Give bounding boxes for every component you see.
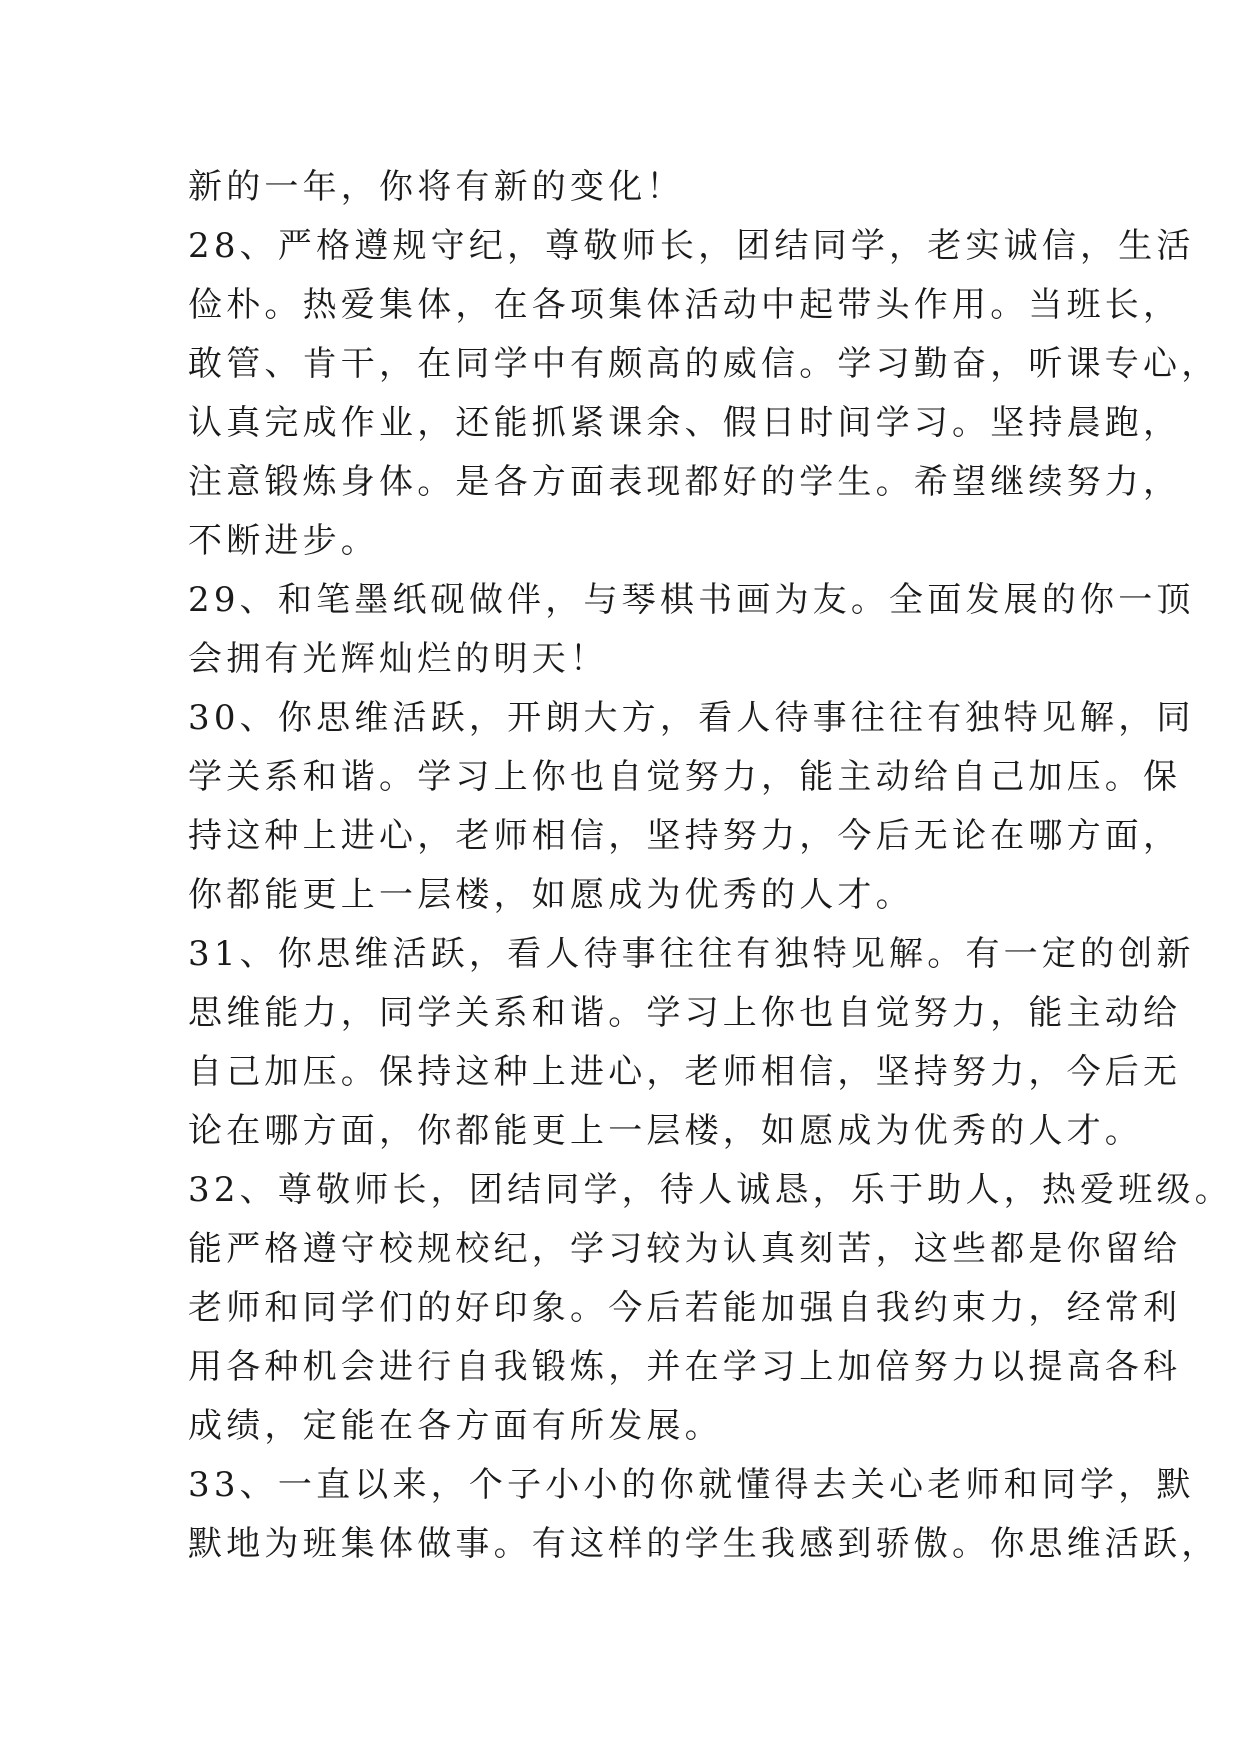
text-line: 论在哪方面，你都能更上一层楼，如愿成为优秀的人才。 bbox=[188, 1111, 1143, 1151]
text-line: 你都能更上一层楼，如愿成为优秀的人才。 bbox=[188, 875, 914, 915]
text-line: 29、和笔墨纸砚做伴，与琴棋书画为友。全面发展的你一顶 bbox=[188, 580, 1195, 620]
text-line: 默地为班集体做事。有这样的学生我感到骄傲。你思维活跃， bbox=[188, 1524, 1220, 1564]
text-line: 32、尊敬师长，团结同学，待人诚恳，乐于助人，热爱班级。 bbox=[188, 1170, 1233, 1210]
text-line: 持这种上进心，老师相信，坚持努力，今后无论在哪方面， bbox=[188, 816, 1182, 856]
text-line: 老师和同学们的好印象。今后若能加强自我约束力，经常利 bbox=[188, 1288, 1182, 1328]
text-line: 33、一直以来，个子小小的你就懂得去关心老师和同学，默 bbox=[188, 1465, 1195, 1505]
text-line: 学关系和谐。学习上你也自觉努力，能主动给自己加压。保 bbox=[188, 757, 1182, 797]
text-line: 能严格遵守校规校纪，学习较为认真刻苦，这些都是你留给 bbox=[188, 1229, 1182, 1269]
text-line: 成绩，定能在各方面有所发展。 bbox=[188, 1406, 723, 1446]
text-line: 思维能力，同学关系和谐。学习上你也自觉努力，能主动给 bbox=[188, 993, 1182, 1033]
text-line: 自己加压。保持这种上进心，老师相信，坚持努力，今后无 bbox=[188, 1052, 1182, 1092]
document-body bbox=[188, 158, 1233, 1574]
text-line: 会拥有光辉灿烂的明天！ bbox=[188, 639, 609, 679]
text-line: 认真完成作业，还能抓紧课余、假日时间学习。坚持晨跑， bbox=[188, 403, 1182, 443]
text-line: 用各种机会进行自我锻炼，并在学习上加倍努力以提高各科 bbox=[188, 1347, 1182, 1387]
text-line: 俭朴。热爱集体，在各项集体活动中起带头作用。当班长， bbox=[188, 285, 1182, 325]
text-line: 不断进步。 bbox=[188, 521, 379, 561]
text-line: 28、严格遵规守纪，尊敬师长，团结同学，老实诚信，生活 bbox=[188, 226, 1195, 266]
text-line: 注意锻炼身体。是各方面表现都好的学生。希望继续努力， bbox=[188, 462, 1182, 502]
text-line: 31、你思维活跃，看人待事往往有独特见解。有一定的创新 bbox=[188, 934, 1195, 974]
text-line: 新的一年，你将有新的变化！ bbox=[188, 167, 685, 207]
text-line: 30、你思维活跃，开朗大方，看人待事往往有独特见解，同 bbox=[188, 698, 1195, 738]
text-line: 敢管、肯干，在同学中有颇高的威信。学习勤奋，听课专心， bbox=[188, 344, 1220, 384]
